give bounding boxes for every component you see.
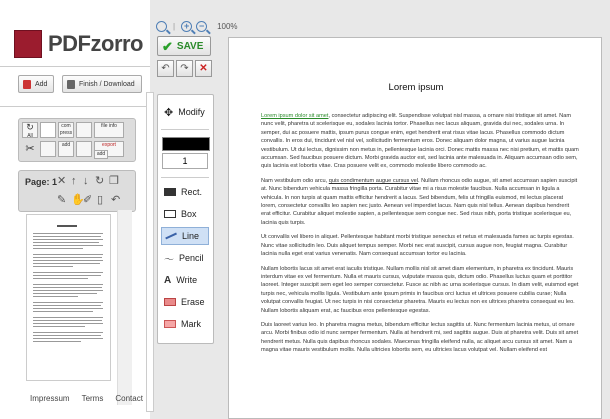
paragraph-text: . Nullam rhoncus odio augue, sit amet accumsan sapien suscipit at. Nunc bibendum vehicula massa fringilla porta. Curabitur vitae mi a risus molestie faucibus. Nulla accumsan in ligula a vehicula. In non turpis at quam mattis efficitur hendrerit a lacus. Sed bibendum, felis ut fringilla euismod, mi lectus placerat lorem, consectetur convallis leo sapien nec justo. Aenean vel imperdiet lacus. Nam quis nisl tellus. Aenean dapibus hendrerit erat efficitur. Curabitur aliquet molestie sapien, a pellentesque sem congue nec. Sed risus nibh, porta tristique scelerisque eu, lacinia quis turpis. <box>261 177 578 226</box>
rotate-ccw-icon[interactable]: ↶ <box>111 194 121 206</box>
undo-button[interactable]: ↶ <box>157 60 174 77</box>
thumb-line <box>33 260 103 261</box>
thumb-line <box>33 257 102 258</box>
thumb-line <box>33 320 102 321</box>
thumb-line <box>33 302 103 303</box>
add-label: Add <box>35 80 48 88</box>
grid-label: export <box>102 142 116 148</box>
tool-mark[interactable] <box>161 315 209 333</box>
finish-label: Finish / Download <box>79 80 135 88</box>
tool-label: Line <box>182 231 200 241</box>
page-icon[interactable]: ▯ <box>97 194 104 206</box>
paragraph: Ut convallis vel libero in aliquet. Pellentesque habitant morbi tristique senectus et netus et malesuada fames ac turpis egestas. Nunc vitae sollicitudin leo. Duis aliquet tempus semper. Morbi nec erat suscipit, cursus augue non, feugiat magna. Curabitur lacinia nulla eget erat varius venenatis. Nam consequat accumsan tortor eu lacinia. <box>261 234 574 258</box>
move-down-icon[interactable]: ↓ <box>83 175 89 187</box>
thumb-line <box>33 308 103 309</box>
thumb-line <box>33 278 88 279</box>
thumb-line <box>33 335 101 336</box>
download-icon <box>67 80 75 89</box>
brand-name: PDFzorro <box>48 31 143 56</box>
thumb-line <box>33 233 103 234</box>
thumb-line <box>33 326 85 327</box>
thumb-line <box>33 323 103 324</box>
tool-label: Rect. <box>181 187 203 197</box>
thumb-line <box>33 305 101 306</box>
zoom-out-icon[interactable]: − <box>196 21 207 32</box>
copy-icon[interactable]: ❐ <box>109 175 119 187</box>
thumbnail-scrollbar[interactable] <box>117 210 132 405</box>
write-icon: A <box>164 274 172 286</box>
paragraph-text: Nam vestibulum odio arcu, <box>261 177 329 184</box>
thumb-line <box>33 239 103 240</box>
rotate-icon[interactable]: ↻ <box>95 175 105 187</box>
tool-modify[interactable] <box>161 103 209 121</box>
tool-panel <box>157 94 214 344</box>
thumb-line <box>33 254 103 255</box>
thumb-title <box>57 225 77 227</box>
tool-rect[interactable] <box>161 183 209 201</box>
rotate-all-icon[interactable]: ↻ All <box>22 122 38 138</box>
tool-label: Pencil <box>179 253 204 263</box>
pages-icon[interactable] <box>40 141 56 157</box>
thumb-line <box>33 287 102 288</box>
tool-box[interactable] <box>161 205 209 223</box>
thumb-line <box>33 284 103 285</box>
thumb-line <box>33 272 103 273</box>
check-icon: ✔ <box>162 38 173 54</box>
rect-icon <box>164 188 176 196</box>
thumb-line <box>33 296 78 297</box>
thumb-line <box>33 317 103 318</box>
finish-download-button[interactable] <box>62 75 142 93</box>
compress-icon[interactable] <box>58 122 74 138</box>
erase-icon <box>164 298 176 306</box>
page-controls <box>18 170 136 212</box>
thumb-line <box>33 248 83 249</box>
zoom-level: 100% <box>217 21 238 31</box>
footer-link-terms[interactable]: Terms <box>81 394 104 403</box>
move-icon[interactable]: ✋ <box>71 194 85 206</box>
move-arrows-icon: ✥ <box>164 106 174 119</box>
add-page-icon[interactable] <box>58 141 74 157</box>
divider <box>0 106 150 107</box>
grid-label: add <box>61 142 71 148</box>
divider <box>0 66 150 67</box>
save-label: SAVE <box>176 40 204 52</box>
divider <box>161 129 209 130</box>
document-title: Lorem ipsum <box>388 82 444 93</box>
tool-label: Write <box>176 275 198 285</box>
clear-button[interactable]: ✕ <box>195 60 212 77</box>
move-up-icon[interactable]: ↑ <box>71 175 77 187</box>
thumb-line <box>33 290 103 291</box>
box-icon <box>164 210 176 218</box>
redo-button[interactable]: ↷ <box>176 60 193 77</box>
color-picker[interactable] <box>162 137 210 151</box>
thumb-line <box>33 245 103 246</box>
paragraph-text: , consectetur adipiscing elit. Suspendisse volutpat nisl massa, a ornare nisi tristique sit amet. Nam nunc velit, pharetra ut scelerisque eu, sodales lacinia tortor. Phasellus nec lacus aliquam, gravida dui nec, sodales urna. In semper, dui ac posuere mattis, ipsum purus congue enim, eget hendrerit erat risus vitae lacus. Phasellus commodo dictum convallis. In eros dui, tincidunt vel nisl vel, sollicitudin fermentum eros. Donec aliquam dolor magna, ut varius augue lacinia vestibulum. Ut dui lectus, dignissim non metus in, pellentesque lacinia orci. Donec mattis massa nec nisi pretium, et mattis quam accumsan. Sed faucibus posuere dictum. Morbi gravida auctor est, sed lacinia ante malesuada in. Aliquam accumsan odio sem, quis lacinia est lobortis vitae. Cras posuere velit ex, commodo molestie libero commodo ac. <box>261 113 579 170</box>
zoom-fit-icon[interactable] <box>156 21 167 32</box>
logo-square <box>14 30 42 58</box>
left-panel-scrollbar[interactable] <box>146 92 154 412</box>
thumb-line <box>33 293 97 294</box>
thumb-line <box>33 266 73 267</box>
thumb-line <box>33 236 101 237</box>
scissors-icon[interactable]: ✂ <box>25 143 35 155</box>
tool-line[interactable] <box>161 227 209 245</box>
pencil-icon: 〜 <box>164 254 174 266</box>
page-tools-grid <box>18 118 136 162</box>
file-info-icon[interactable] <box>94 122 124 138</box>
pen-icon[interactable]: ✐ <box>83 194 93 206</box>
tool-pencil[interactable] <box>161 249 209 267</box>
footer-link-contact[interactable]: Contact <box>115 394 143 403</box>
thumb-line <box>33 275 101 276</box>
footer-link-impressum[interactable]: Impressum <box>30 394 70 403</box>
page-edit-icon[interactable] <box>76 122 92 138</box>
logo <box>14 30 143 58</box>
thumb-line <box>33 341 81 342</box>
save-button[interactable] <box>157 36 211 56</box>
page-add-icon[interactable] <box>40 122 56 138</box>
thumb-line <box>33 311 93 312</box>
line-width-input[interactable]: 1 <box>162 153 208 169</box>
document-page[interactable] <box>228 37 602 419</box>
zoom-bar <box>156 18 238 34</box>
mark-icon <box>164 320 176 328</box>
tool-label: Box <box>181 209 197 219</box>
edit-page-icon[interactable]: ✎ <box>57 194 67 206</box>
paragraph: Nullam lobortis lacus sit amet erat iaculis tristique. Nullam mollis nisl sit amet diam elementum, in pharetra ex tincidunt. Mauris interdum vitae ex vel fermentum. Nulla et mauris cursus, vulputate massa quis, dictum odio. Phasellus luctus quam et porttitor laoreet. Integer suscipit sem eget leo semper consectetur. Fusce ac nibh ac urna scelerisque cursus. In diam velit, euismod eget turpis nec, vehicula mollis ligula. Vestibulum ante ipsum primis in faucibus orci luctus et ultrices posuere cubilia curae; Nulla volutpat convallis feugiat. Ut nec turpis in nisi consectetur pharetra. Mauris eu lectus non ex ultrices pharetra consequat eu leo. Nullam lobortis aliquam erat, ac faucibus eros pellentesque egestas. <box>261 265 579 314</box>
paragraph <box>261 177 579 227</box>
grid-label: file info <box>101 123 117 129</box>
highlighted-text: Lorem ipsum dolor sit amet <box>261 113 329 119</box>
thumb-line <box>33 242 99 243</box>
tool-write[interactable] <box>161 271 209 289</box>
delete-page-icon[interactable]: ✕ <box>57 175 67 187</box>
paragraph: Duis laoreet varius leo. In pharetra magna metus, bibendum efficitur lectus sagittis ut. Nunc fermentum lacinia metus, ut ornare arcu. Morbi finibus odio id nunc semper fermentum. Nulla at hendrerit mi, sed sagittis augue. Duis at pharetra velit. Duis sit amet hendrerit metus. Nulla quis dapibus rhoncus sodales. Maecenas fringilla eleifend nulla, ac aliquet arcu cursus sit amet. Nam a magna vitae mauris vestibulum mollis. Nulla ultricies lobortis sem, eu ultricies lacus volutpat vel. Nullam eleifend est <box>261 321 579 354</box>
grid-label: add <box>96 151 106 157</box>
sort-icon[interactable] <box>76 141 92 157</box>
thumb-line <box>33 332 103 333</box>
zoom-in-icon[interactable]: + <box>181 21 192 32</box>
document-body <box>261 112 579 361</box>
divider <box>161 177 209 178</box>
tool-label: Erase <box>181 297 205 307</box>
grid-label: All <box>27 133 33 138</box>
paragraph <box>261 112 579 171</box>
thumb-line <box>33 263 100 264</box>
grid-label: com press <box>59 123 73 136</box>
line-icon <box>165 233 177 239</box>
tool-label: Mark <box>181 319 201 329</box>
thumb-line <box>33 338 103 339</box>
add-blank-icon[interactable] <box>94 150 108 159</box>
footer-links <box>30 394 143 403</box>
underlined-text: quis condimentum augue cursus vel <box>328 177 419 184</box>
page-thumbnail[interactable] <box>26 214 111 381</box>
divider: | <box>173 21 176 31</box>
add-file-icon <box>23 80 31 89</box>
add-button[interactable] <box>18 75 54 93</box>
page-label: Page: 1 <box>25 177 58 187</box>
tool-erase[interactable] <box>161 293 209 311</box>
tool-label: Modify <box>178 107 205 117</box>
